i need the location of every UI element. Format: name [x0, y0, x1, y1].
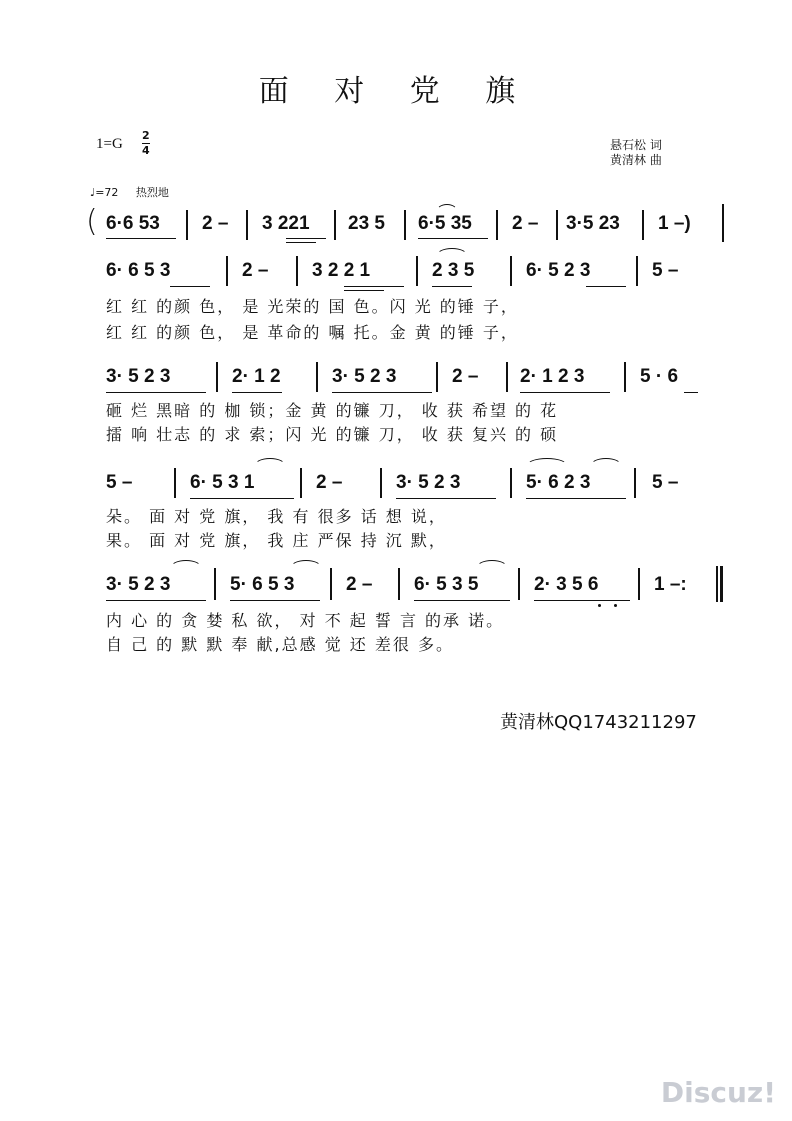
song-title: 面 对 党 旗: [258, 74, 534, 109]
measure: 5 –: [652, 472, 679, 493]
lyrics-verse-1: 内 心 的 贪 婪 私 欲， 对 不 起 誓 言 的承 诺。: [106, 611, 505, 630]
measure: 6· 5 3 5: [414, 574, 479, 595]
measure: 5· 6 2 3: [526, 472, 591, 493]
lyrics-verse-1: 朵。 面 对 党 旗， 我 有 很多 话 想 说，: [106, 507, 447, 526]
measure: 5 –: [652, 260, 679, 281]
intro-measure-4: 23 5: [348, 213, 385, 234]
measure: 5· 6 5 3: [230, 574, 295, 595]
underline: [190, 498, 294, 499]
underline: [232, 392, 282, 393]
intro-measure-5: 6·5 35: [418, 213, 472, 234]
measure: 2 –: [242, 260, 269, 281]
barline: [496, 210, 498, 240]
lyricist: 悬石松 词: [610, 138, 662, 152]
barline: [624, 362, 626, 392]
tempo-line: [90, 184, 169, 200]
barline: [436, 362, 438, 392]
measure: 2· 1 2 3: [520, 366, 585, 387]
barline: [334, 210, 336, 240]
lyrics-verse-1: 砸 烂 黑暗 的 枷 锁；金 黄 的镰 刀， 收 获 希望 的 花: [106, 401, 559, 420]
barline: [506, 362, 508, 392]
measure: 5 · 6: [640, 366, 679, 387]
slur: [170, 560, 202, 568]
credits: [610, 138, 662, 168]
measure: 1 –:: [654, 574, 687, 595]
intro-line: [0, 200, 792, 250]
expression-mark: 热烈地: [135, 186, 169, 199]
author-contact: 黄清林QQ1743211297: [500, 712, 697, 733]
barline: [246, 210, 248, 240]
repeat-end-barline-thin: [716, 566, 718, 602]
barline: [226, 256, 228, 286]
barline: [510, 468, 512, 498]
underline: [344, 286, 404, 287]
lyrics-verse-2: 擂 响 壮志 的 求 索；闪 光 的镰 刀， 收 获 复兴 的 硕: [106, 425, 559, 444]
measure: 2· 1 2: [232, 366, 281, 387]
underline: [586, 286, 626, 287]
intro-open-paren: (: [86, 204, 98, 239]
time-sig-top: 2: [142, 129, 150, 142]
measure: 2 3 5: [432, 260, 475, 281]
intro-measure-2: 2 –: [202, 213, 229, 234]
intro-measure-1: 6·6 53: [106, 213, 160, 234]
slur: [526, 458, 568, 466]
barline: [174, 468, 176, 498]
repeat-end-barline-thick: [720, 566, 723, 602]
barline: [510, 256, 512, 286]
key-signature: 1=G: [96, 136, 123, 152]
measure: 2 –: [346, 574, 373, 595]
time-signature: [142, 130, 150, 157]
slur: [436, 204, 458, 212]
barline: [186, 210, 188, 240]
underline: [414, 600, 510, 601]
measure: 6· 5 3 1: [190, 472, 255, 493]
barline: [636, 256, 638, 286]
measure: 6· 6 5 3: [106, 260, 171, 281]
tempo-mark: ♩=72: [90, 186, 119, 199]
underline: [106, 600, 206, 601]
measure: 6· 5 2 3: [526, 260, 591, 281]
measure: 3· 5 2 3: [332, 366, 397, 387]
barline: [216, 362, 218, 392]
barline: [634, 468, 636, 498]
measure: 2 –: [316, 472, 343, 493]
lyrics-verse-1: 红 红 的颜 色， 是 光荣的 国 色。闪 光 的锤 子，: [106, 297, 519, 316]
measure: 3 2 2 1: [312, 260, 371, 281]
measure: 2 –: [452, 366, 479, 387]
slur: [254, 458, 286, 466]
underline: [520, 392, 610, 393]
barline: [300, 468, 302, 498]
slur: [590, 458, 622, 466]
measure: 2· 3 5 6: [534, 574, 599, 595]
slur: [476, 560, 508, 568]
barline: [404, 210, 406, 240]
barline: [556, 210, 558, 240]
measure: 3· 5 2 3: [106, 366, 171, 387]
barline: [398, 568, 400, 600]
barline: [316, 362, 318, 392]
underline: [684, 392, 698, 393]
underline: [526, 498, 626, 499]
underline: [230, 600, 320, 601]
intro-measure-8: 1 –): [658, 213, 691, 234]
barline: [642, 210, 644, 240]
barline: [518, 568, 520, 600]
lyrics-verse-2: 果。 面 对 党 旗， 我 庄 严保 持 沉 默，: [106, 531, 447, 550]
underline: [286, 242, 316, 243]
intro-measure-7: 3·5 23: [566, 213, 620, 234]
underline: [332, 392, 432, 393]
measure: 5 –: [106, 472, 133, 493]
time-sig-bottom: 4: [142, 144, 150, 157]
lyrics-verse-2: 红 红 的颜 色， 是 革命的 嘱 托。金 黄 的锤 子，: [106, 323, 519, 342]
underline: [106, 238, 176, 239]
composer: 黄清林 曲: [610, 153, 662, 167]
barline: [638, 568, 640, 600]
barline: [380, 468, 382, 498]
underline: [432, 286, 472, 287]
barline: [722, 204, 724, 242]
underline: [286, 238, 326, 239]
underline: [344, 290, 384, 291]
barline: [416, 256, 418, 286]
measure: 3· 5 2 3: [106, 574, 171, 595]
intro-measure-6: 2 –: [512, 213, 539, 234]
low-octave-dot: [598, 604, 601, 607]
forum-watermark: Discuz!: [660, 1076, 776, 1109]
slur: [290, 560, 322, 568]
lyrics-verse-2: 自 己 的 默 默 奉 献,总感 觉 还 差很 多。: [106, 635, 454, 654]
measure: 3· 5 2 3: [396, 472, 461, 493]
barline: [296, 256, 298, 286]
barline: [214, 568, 216, 600]
underline: [418, 238, 488, 239]
underline: [396, 498, 496, 499]
underline: [534, 600, 630, 601]
barline: [330, 568, 332, 600]
underline: [170, 286, 210, 287]
intro-measure-3: 3 221: [262, 213, 310, 234]
underline: [106, 392, 206, 393]
low-octave-dot: [614, 604, 617, 607]
